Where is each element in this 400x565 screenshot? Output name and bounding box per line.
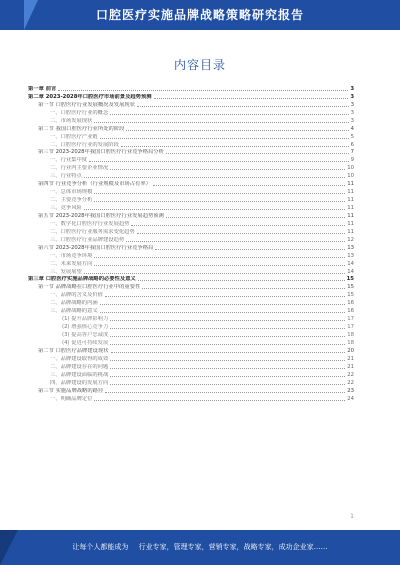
toc-entry-page: 15 (347, 292, 354, 299)
toc-entry[interactable] (28, 149, 354, 157)
toc-entry-label: 第二节 我国口腔医疗行业所处的阶段 (38, 125, 125, 132)
toc-entry-page: 17 (347, 324, 354, 331)
toc-entry-label: 一、口腔医疗行业的概念 (50, 109, 109, 116)
toc-entry-page: 7 (350, 149, 354, 156)
toc-leader-dots (110, 344, 345, 345)
toc-entry-page: 15 (347, 284, 354, 291)
toc-leader-dots (155, 249, 345, 250)
toc-entry-page: 16 (347, 308, 354, 315)
toc-leader-dots (110, 368, 345, 369)
toc-entry-page: 9 (350, 157, 354, 164)
toc-leader-dots (110, 376, 345, 377)
toc-entry-label: (3) 提高客户忠诚度 (62, 332, 109, 338)
toc-entry-page: 11 (347, 228, 354, 235)
toc-leader-dots (142, 288, 345, 289)
toc-entry[interactable] (28, 204, 354, 212)
toc-leader-dots (84, 209, 345, 210)
toc-entry[interactable] (28, 347, 354, 355)
toc-entry[interactable] (28, 315, 354, 323)
toc-entry-label: 第二节 口腔医疗品牌建设现状 (38, 347, 109, 354)
toc-leader-dots (138, 280, 345, 281)
toc-entry-label: 一、口腔医疗产业链 (50, 133, 98, 140)
toc-entry-page: 18 (347, 339, 354, 346)
toc-entry[interactable] (28, 164, 354, 172)
toc-entry-page: 13 (347, 252, 354, 259)
toc-entry-label: 第三节 实施品牌战略的路径 (38, 387, 104, 394)
toc-leader-dots (84, 273, 345, 274)
toc-entry[interactable] (28, 156, 354, 164)
toc-entry-page: 3 (350, 101, 354, 108)
toc-entry-page: 10 (347, 165, 354, 172)
toc-entry-label: 第三章 口腔医疗实施品牌战略的必要性及意义 (28, 276, 136, 283)
toc-entry-label: 三、品牌建设面临的挑战 (50, 371, 109, 378)
toc-entry-page: 10 (347, 173, 354, 180)
toc-leader-dots (94, 201, 345, 202)
toc-entry[interactable] (28, 371, 354, 379)
toc-entry-label: 二、未来发展方向 (50, 260, 93, 267)
toc-entry[interactable] (28, 236, 354, 244)
toc-entry[interactable] (28, 323, 354, 331)
toc-entry[interactable] (28, 188, 354, 196)
toc-leader-dots (110, 328, 345, 329)
toc-entry-page: 5 (350, 133, 354, 140)
toc-entry-label: 二、口腔医疗行业服务需求变化趋势 (50, 228, 135, 235)
toc-entry-page: 21 (347, 355, 354, 362)
toc-entry-page: 11 (347, 189, 354, 196)
toc-entry[interactable] (28, 228, 354, 236)
toc-entry-label: (4) 促进可持续发展 (62, 339, 109, 346)
toc-leader-dots (131, 225, 345, 226)
toc-entry-label: 四、品牌建设的发展方向 (50, 379, 109, 386)
toc-leader-dots (100, 312, 346, 313)
toc-entry-page: 6 (350, 141, 354, 148)
toc-entry-page: 24 (347, 395, 354, 402)
toc-entry-page: 22 (347, 371, 354, 378)
toc-entry-label: 三、行业特点 (50, 173, 82, 180)
toc-leader-dots (166, 153, 349, 154)
toc-entry-label: (1) 提升品牌影响力 (62, 316, 109, 323)
toc-entry-label: 二、口腔医疗行业的发展阶段 (50, 141, 119, 148)
toc-leader-dots (105, 296, 345, 297)
toc-entry-label: 一、行业集中度 (50, 157, 88, 164)
toc-leader-dots (100, 138, 349, 139)
toc-entry-page: 13 (347, 244, 354, 251)
toc-entry-page: 18 (347, 332, 354, 338)
toc-entry-page: 14 (347, 268, 354, 275)
toc-entry[interactable] (28, 387, 354, 395)
toc-entry-label: 一、数字化口腔医疗行业发展趋势 (50, 220, 130, 227)
toc-entry-page: 11 (347, 197, 354, 204)
toc-entry[interactable] (28, 125, 354, 133)
toc-entry[interactable] (28, 244, 354, 252)
toc-entry[interactable] (28, 180, 354, 188)
toc-entry-page: 3 (350, 117, 354, 124)
toc-entry[interactable] (28, 363, 354, 371)
toc-entry-label: 二、品牌战略的内涵 (50, 300, 98, 307)
toc-entry-label: 第一节 品牌战略在口腔医疗行业中的重要性 (38, 284, 141, 291)
toc-entry-page: 20 (347, 347, 354, 354)
toc-entry[interactable] (28, 260, 354, 268)
toc-entry-page: 3 (350, 93, 354, 100)
toc-entry-page: 11 (347, 181, 354, 188)
toc-entry-label: 二、行业内主要企业情况 (50, 165, 109, 172)
toc-leader-dots (94, 400, 345, 401)
toc-entry-page: 16 (347, 300, 354, 307)
toc-entry[interactable] (28, 395, 354, 403)
toc-entry[interactable] (28, 379, 354, 387)
toc-entry-label: 三、品牌战略的意义 (50, 308, 98, 315)
toc-entry[interactable] (28, 196, 354, 204)
toc-entry-page: 22 (347, 379, 354, 386)
toc-entry-label: 一、品牌的含义及价值 (50, 292, 103, 299)
toc-leader-dots (100, 304, 346, 305)
toc-leader-dots (153, 185, 345, 186)
toc-leader-dots (110, 384, 345, 385)
toc-title: 内容目录 (173, 58, 226, 72)
toc-leader-dots (105, 392, 345, 393)
toc-entry[interactable] (28, 109, 354, 117)
toc-entry-label: 一、品牌建设取得的成效 (50, 355, 109, 362)
toc-entry-label: 第一章 前言 (28, 85, 57, 92)
toc-entry-label: 三、竞争风险 (50, 205, 82, 211)
page-number: 1 (350, 513, 354, 520)
toc-leader-dots (94, 257, 345, 258)
toc-entry[interactable] (28, 268, 354, 276)
toc-entry-label: 三、发展展望 (50, 268, 82, 275)
toc-leader-dots (121, 146, 349, 147)
toc-entry[interactable] (28, 252, 354, 260)
toc-leader-dots (84, 177, 345, 178)
toc-leader-dots (94, 122, 348, 123)
toc-leader-dots (89, 161, 349, 162)
toc-leader-dots (126, 130, 348, 131)
toc-entry[interactable] (28, 220, 354, 228)
toc-entry-label: 第四节 行业竞争分析（行业规模及市场占有率） (38, 181, 151, 188)
toc-leader-dots (110, 336, 345, 337)
toc-leader-dots (58, 90, 348, 91)
toc-leader-dots (137, 233, 345, 234)
toc-entry-page: 15 (346, 276, 354, 283)
toc-entry-page: 3 (350, 85, 354, 92)
toc-entry-label: (2) 增强核心竞争力 (62, 324, 109, 331)
toc-entry-label: 一、总体市场规模 (50, 189, 93, 196)
toc-entry[interactable] (28, 283, 354, 291)
toc-entry-label: 第二章 2023-2028年口腔医疗市场前景及趋势预测 (28, 93, 152, 100)
toc-entry-label: 第六节 2023-2028年我国口腔医疗行业竞争格局 (38, 244, 154, 251)
toc-entry-page: 3 (350, 109, 354, 116)
toc-entry-label: 二、主要竞争分析 (50, 197, 93, 204)
toc-entry-page: 11 (347, 212, 354, 219)
toc-entry[interactable] (28, 141, 354, 149)
toc-entry[interactable] (28, 212, 354, 220)
toc-leader-dots (94, 193, 345, 194)
toc-entry[interactable] (28, 85, 354, 93)
toc-entry[interactable] (28, 355, 354, 363)
toc-entry[interactable] (28, 101, 354, 109)
toc-entry[interactable] (28, 117, 354, 125)
toc-entry[interactable] (28, 172, 354, 180)
toc-entry-page: 17 (347, 316, 354, 323)
footer-slogan (0, 530, 400, 565)
toc-entry[interactable] (28, 331, 354, 339)
toc-entry-label: 第五节 2023-2028年我国口腔医疗行业发展趋势预测 (38, 212, 164, 219)
toc-leader-dots (110, 169, 345, 170)
toc-entry[interactable] (28, 339, 354, 347)
table-of-contents (28, 85, 354, 403)
toc-entry[interactable] (28, 291, 354, 299)
toc-entry[interactable] (28, 93, 354, 101)
toc-entry-label: 第三节 2023-2028年我国口腔医疗行业竞争格局分析 (38, 149, 164, 156)
toc-entry-label: 二、市场发展现状 (50, 117, 93, 124)
toc-leader-dots (110, 114, 348, 115)
toc-leader-dots (126, 241, 345, 242)
toc-leader-dots (166, 217, 345, 218)
footer-tagline: 行业专家，管理专家，营销专家，战略专家，成功企业家…… (138, 543, 328, 551)
toc-leader-dots (137, 106, 349, 107)
toc-leader-dots (94, 265, 345, 266)
toc-leader-dots (154, 98, 349, 99)
toc-entry-label: 二、品牌建设存在的问题 (50, 363, 109, 370)
toc-entry-label: 三、口腔医疗行业品牌建设趋势 (50, 236, 125, 243)
toc-entry[interactable] (28, 299, 354, 307)
toc-entry-page: 4 (350, 125, 354, 132)
toc-entry-page: 11 (347, 205, 354, 211)
toc-entry[interactable] (28, 307, 354, 315)
toc-entry-label: 一、明确品牌定位 (50, 395, 93, 402)
report-title: 口腔医疗实施品牌战略策略研究报告 (95, 8, 304, 22)
toc-entry[interactable] (28, 133, 354, 141)
toc-entry[interactable] (28, 276, 354, 284)
toc-entry-page: 11 (347, 220, 354, 227)
footer-lead: 让每个人都能成为 (72, 543, 129, 551)
toc-entry-page: 12 (347, 236, 354, 243)
toc-leader-dots (110, 360, 345, 361)
toc-leader-dots (110, 320, 345, 321)
toc-entry-label: 第一节 口腔医疗行业发展概况及发展现状 (38, 101, 136, 108)
toc-entry-page: 23 (347, 387, 354, 394)
page-header (0, 0, 400, 34)
toc-entry-page: 21 (347, 363, 354, 370)
toc-leader-dots (111, 352, 346, 353)
toc-entry-label: 一、市场竞争环境 (50, 252, 93, 259)
toc-entry-page: 14 (347, 260, 354, 267)
